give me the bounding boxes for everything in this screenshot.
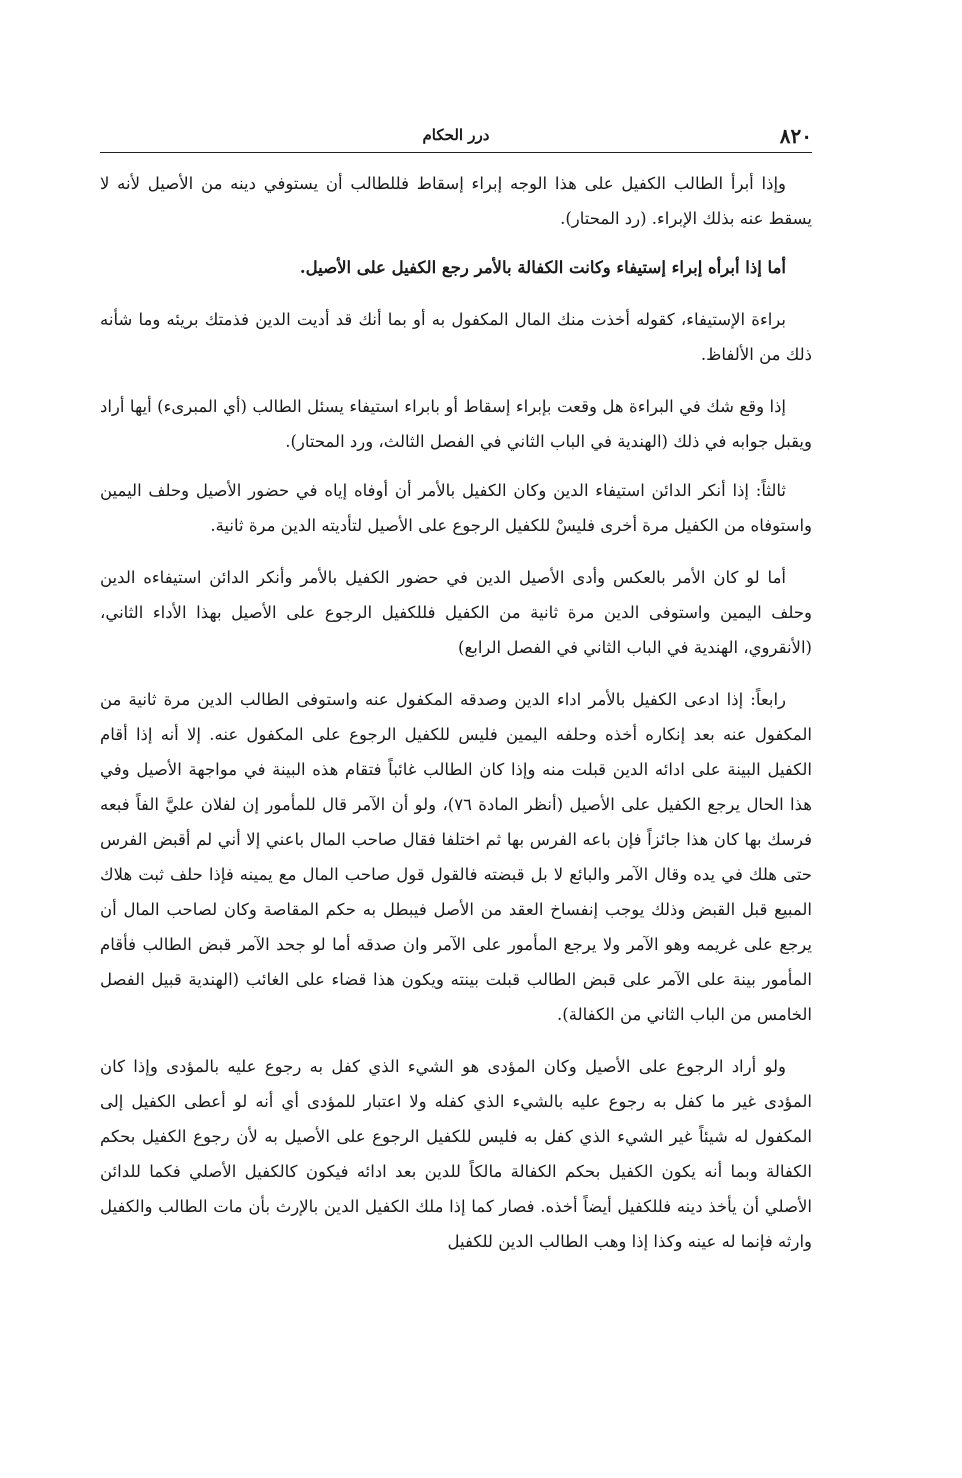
body-text (100, 166, 812, 1276)
paragraph-release-by-collection: أما إذا أبرأه إبراء إستيفاء وكانت الكفالة بالأمر رجع الكفيل على الأصيل. (299, 258, 786, 277)
page-header (100, 120, 812, 152)
page-number: ٨٢٠ (779, 124, 812, 148)
paragraph-recourse-on-principal: ولو أراد الرجوع على الأصيل وكان المؤدى هو الشيء الذي كفل به رجوع عليه بالمؤدى وإذا كان المؤدى غير ما كفل به رجوع عليه بالشيء الذي كفله ولا اعتبار للمؤدى أي أنه لو أعطى الكفيل إلى المكفول له شيئاً غير الشيء الذي كفل به فليس للكفيل الرجوع على الأصيل به لأن رجوع الكفيل بحكم الكفالة وبما أنه يكون الكفيل بحكم الكفالة مالكاً للدين بعد ادائه فيكون كالكفيل الأصلي فكما للدائن الأصلي أن يأخذ دينه فللكفيل أيضاً أخذه. فصار كما إذا ملك الكفيل الدين بالإرث بأن مات الطالب والكفيل وارثه فإنما له عينه وكذا إذا وهب الطالب الدين للكفيل (100, 1057, 812, 1251)
running-title: درر الحكام (422, 126, 490, 144)
header-rule (100, 152, 812, 153)
paragraph-release-by-dropping: وإذا أبرأ الطالب الكفيل على هذا الوجه إبراء إسقاط فللطالب أن يستوفي دينه من الأصيل لأنه لا يسقط عنه بذلك الإبراء. (رد المحتار). (100, 174, 812, 228)
paragraph-doubt-in-release: إذا وقع شك في البراءة هل وقعت بإبراء إسقاط أو بابراء استيفاء يسئل الطالب (أي المبرىء) أيها أراد ويقبل جوابه في ذلك (الهندية في الباب الثاني في الفصل الثالث، ورد المحتار). (100, 397, 812, 451)
paragraph-collection-definition: براءة الإستيفاء، كقوله أخذت منك المال المكفول به أو بما أنك قد أديت الدين فذمتك بريئه وما شأنه ذلك من الألفاظ. (100, 310, 812, 364)
paragraph-fourth-case: رابعاً: إذا ادعى الكفيل بالأمر اداء الدين وصدقه المكفول عنه واستوفى الطالب الدين مرة ثانية من المكفول عنه بعد إنكاره أخذه وحلفه اليمين فليس للكفيل الرجوع على المكفول عنه. إلا أنه إذا أقام الكفيل البينة على ادائه الدين قبلت منه وإذا كان الطالب غائباً فتقام هذه البينة في مواجهة الأصيل وفي هذا الحال يرجع الكفيل على الأصيل (أنظر المادة ٧٦)، ولو أن الآمر قال للمأمور إن لفلان عليَّ الفاً فبعه فرسك بها كان هذا جائزاً فإن باعه الفرس بها ثم اختلفا فقال صاحب المال باعني إلا أني لم أقبض الفرس حتى هلك في يده وقال الآمر والبائع لا بل قبضته فالقول قول صاحب المال مع يمينه فإذا حلف ثبت هلاك المبيع قبل القبض وذلك يوجب إنفساخ العقد من الأصل فيبطل به حكم المقاصة وكان لصاحب المال أن يرجع على غريمه وهو الآمر ولا يرجع المأمور على الآمر وان صدقه أما لو جحد الآمر قبض الطالب فأقام المأمور بينة على الآمر على قبض الطالب قبلت بينته ويكون هذا قضاء على الغائب (الهندية قبيل الفصل الخامس من الباب الثاني من الكفالة). (100, 690, 812, 1024)
paragraph-third-case: ثالثاً: إذا أنكر الدائن استيفاء الدين وكان الكفيل بالأمر أن أوفاه إياه في حضور الأصيل وحلف اليمين واستوفاه من الكفيل مرة أخرى فليسْ للكفيل الرجوع على الأصيل لتأديته الدين مرة ثانية. (100, 481, 812, 535)
paragraph-reverse-case: أما لو كان الأمر بالعكس وأدى الأصيل الدين في حضور الكفيل بالأمر وأنكر الدائن استيفاءه الدين وحلف اليمين واستوفى الدين مرة ثانية من الكفيل فللكفيل الرجوع على الأصيل بهذا الأداء الثاني،(الأنقروي، الهندية في الباب الثاني في الفصل الرابع) (100, 568, 812, 657)
